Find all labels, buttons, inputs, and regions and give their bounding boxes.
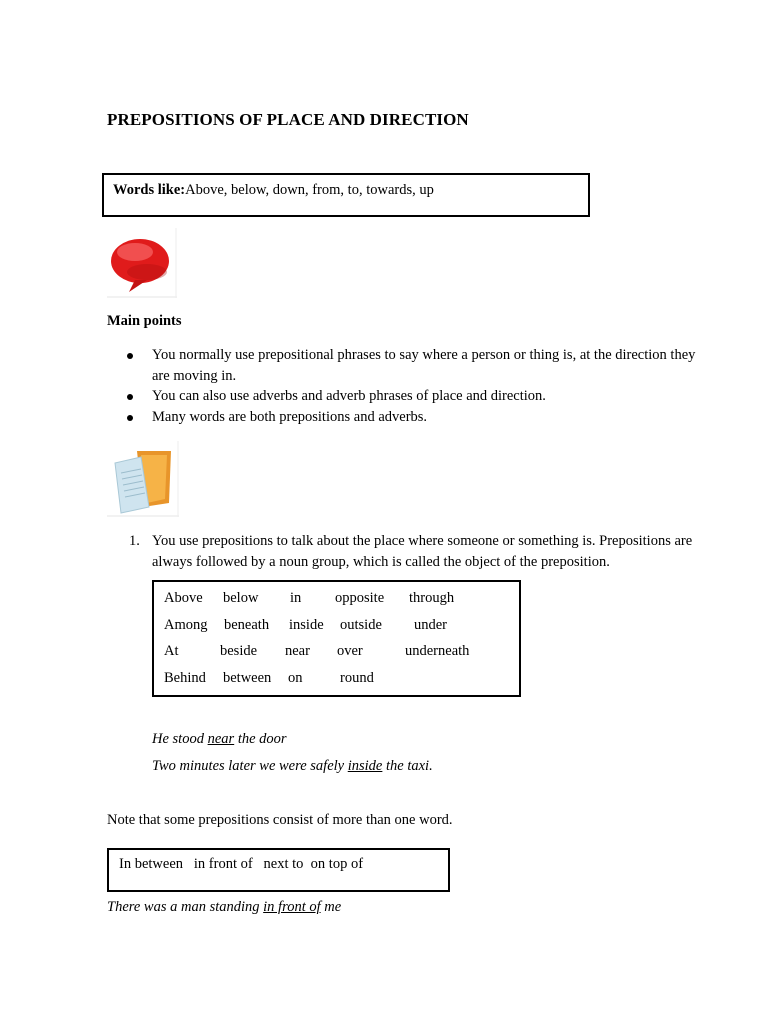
bullet-icon <box>127 353 133 359</box>
numbered-item-1 <box>107 531 707 573</box>
table-cell: round <box>340 670 374 686</box>
table-cell: outside <box>340 617 382 633</box>
list-item <box>107 407 707 428</box>
final-example-sentence <box>107 899 341 916</box>
table-cell: underneath <box>405 643 470 659</box>
example-text: the taxi. <box>382 758 433 774</box>
table-cell: beside <box>220 643 258 659</box>
main-points-list <box>107 345 707 427</box>
table-cell: between <box>223 670 272 686</box>
table-cell: over <box>337 643 363 659</box>
speech-bubble-icon <box>107 228 177 298</box>
item-number: 1. <box>129 533 140 549</box>
table-cell: inside <box>289 617 324 633</box>
table-cell: below <box>223 590 259 606</box>
list-item <box>107 345 707 386</box>
multiword-prepositions-box <box>107 848 450 892</box>
main-points-heading: Main points <box>107 313 182 329</box>
example-keyword: in front of <box>263 899 321 915</box>
example-text: the door <box>234 731 287 747</box>
table-cell: Above <box>164 590 203 606</box>
words-like-box <box>102 173 590 217</box>
table-cell: beneath <box>224 617 270 633</box>
multiword-prepositions: In between in front of next to on top of <box>119 856 364 872</box>
example-text: Two minutes later we were safely <box>152 758 348 774</box>
example-keyword: near <box>207 731 235 747</box>
table-cell: At <box>164 643 179 659</box>
note-text: Note that some prepositions consist of more than one word. <box>107 812 453 828</box>
documents-folder-icon <box>107 441 179 517</box>
bullet-icon <box>127 394 133 400</box>
table-cell: Behind <box>164 670 206 686</box>
example-keyword: inside <box>347 758 383 774</box>
table-cell: near <box>285 643 310 659</box>
example-text: He stood <box>152 731 208 747</box>
table-cell: in <box>290 590 302 606</box>
example-sentence-1 <box>152 731 287 748</box>
table-cell: opposite <box>335 590 385 606</box>
example-text: There was a man standing <box>107 899 264 915</box>
example-text: me <box>320 899 342 915</box>
bullet-text: Many words are both prepositions and adverbs. <box>152 408 428 425</box>
list-item <box>107 386 707 407</box>
example-sentence-2 <box>152 758 433 775</box>
words-like-list: Above, below, down, from, to, towards, up <box>185 182 434 198</box>
page-title: PREPOSITIONS OF PLACE AND DIRECTION <box>107 110 469 129</box>
words-like-label: Words like: <box>113 182 186 198</box>
table-cell: Among <box>164 617 208 633</box>
bullet-text: You normally use prepositional phrases to say where a person or thing is, at the direction they are moving in. <box>152 347 696 384</box>
table-cell: through <box>409 590 455 606</box>
table-cell: on <box>288 670 303 686</box>
bullet-icon <box>127 415 133 421</box>
item-text: You use prepositions to talk about the place where someone or something is. Prepositions are always followed by a noun group, which is called the object of the preposition. <box>152 533 693 570</box>
table-cell: under <box>414 617 448 633</box>
prepositions-table <box>152 580 521 697</box>
bullet-text: You can also use adverbs and adverb phrases of place and direction. <box>152 388 546 404</box>
